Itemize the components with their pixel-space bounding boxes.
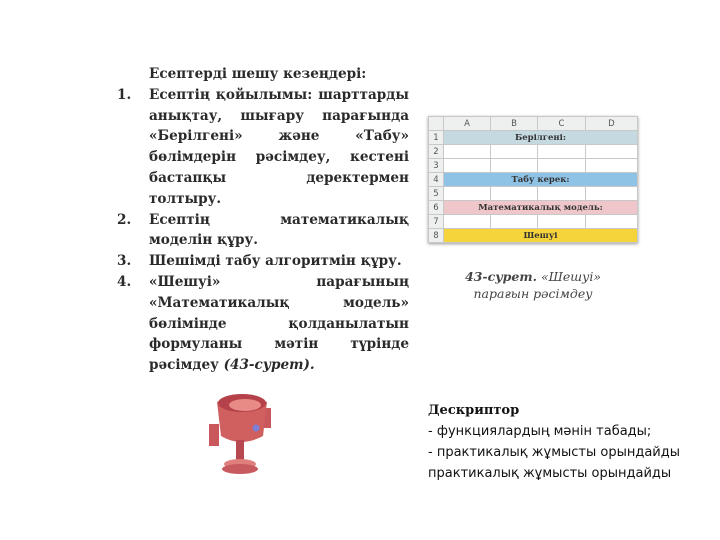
row-header: 4	[429, 173, 444, 187]
cell	[444, 215, 491, 229]
cell	[585, 145, 637, 159]
figure-caption	[440, 268, 626, 302]
header-row	[429, 117, 638, 131]
sheet-row	[429, 145, 638, 159]
descriptor-title: Дескриптор	[428, 403, 520, 418]
trophy-icon	[205, 390, 277, 478]
descriptor-line: - функциялардың мәнін табады;	[428, 424, 652, 439]
list-item	[117, 251, 409, 272]
corner-cell	[429, 117, 444, 131]
item-number: 1.	[117, 86, 132, 103]
cell	[444, 145, 491, 159]
list-item	[117, 210, 409, 252]
descriptor-block	[428, 400, 680, 484]
cell	[585, 159, 637, 173]
caption-label: 43-сурет.	[465, 269, 537, 284]
cell	[444, 159, 491, 173]
caption-text: «Шешуі» парағын рәсімдеу	[473, 269, 601, 301]
cell	[585, 187, 637, 201]
row-header: 1	[429, 131, 444, 145]
sheet-row	[429, 187, 638, 201]
cell	[538, 145, 586, 159]
item-text: Шешімді табу алгоритмін құру.	[149, 253, 402, 270]
sheet-row	[429, 159, 638, 173]
column-header: D	[585, 117, 637, 131]
cell	[538, 215, 586, 229]
sheet-row	[429, 215, 638, 229]
cell	[490, 187, 537, 201]
cell	[444, 187, 491, 201]
section-title: Есептерді шешу кезеңдері:	[149, 66, 367, 82]
list-item	[117, 272, 409, 376]
item-text: Есептің математикалық моделін құру.	[149, 211, 409, 249]
item-text	[149, 272, 409, 376]
cell	[490, 159, 537, 173]
spreadsheet-figure	[428, 116, 638, 243]
descriptor-line: практикалық жұмысты орындайды	[428, 466, 672, 481]
cell	[538, 159, 586, 173]
item-number: 3.	[117, 253, 132, 270]
row-header: 2	[429, 145, 444, 159]
textbook-excerpt	[117, 64, 409, 376]
cell	[490, 215, 537, 229]
item-text: Есептің қойылымы: шарттарды анықтау, шығару парағында «Берілгені» және «Табу» бөлімдерін рәсімдеу, кестені бастапқы деректермен толтыру.	[149, 86, 409, 207]
cell	[585, 215, 637, 229]
item-number: 4.	[117, 273, 132, 290]
cell	[538, 187, 586, 201]
column-header: A	[444, 117, 491, 131]
item-text-body: «Шешуі» парағының «Математикалық модель» бөлімінде қолданылатын формуланы мәтін түрінде рәсімдеу	[149, 273, 409, 374]
item-number: 2.	[117, 211, 132, 228]
descriptor-line: - практикалық жұмысты орындайды	[428, 445, 681, 460]
given-band: Берілгені:	[444, 131, 638, 145]
model-band: Математикалық модель:	[444, 201, 638, 215]
row-header: 6	[429, 201, 444, 215]
column-header: B	[490, 117, 537, 131]
sheet-row	[429, 229, 638, 243]
cell	[490, 145, 537, 159]
row-header: 5	[429, 187, 444, 201]
figure-reference: (43-сурет).	[223, 357, 315, 374]
find-band: Табу керек:	[444, 173, 638, 187]
list-item	[117, 85, 409, 210]
solution-band: Шешуі	[444, 229, 638, 243]
row-header: 8	[429, 229, 444, 243]
row-header: 3	[429, 159, 444, 173]
row-header: 7	[429, 215, 444, 229]
sheet-row	[429, 201, 638, 215]
column-header: C	[538, 117, 586, 131]
sheet-row	[429, 131, 638, 145]
sheet-row	[429, 173, 638, 187]
